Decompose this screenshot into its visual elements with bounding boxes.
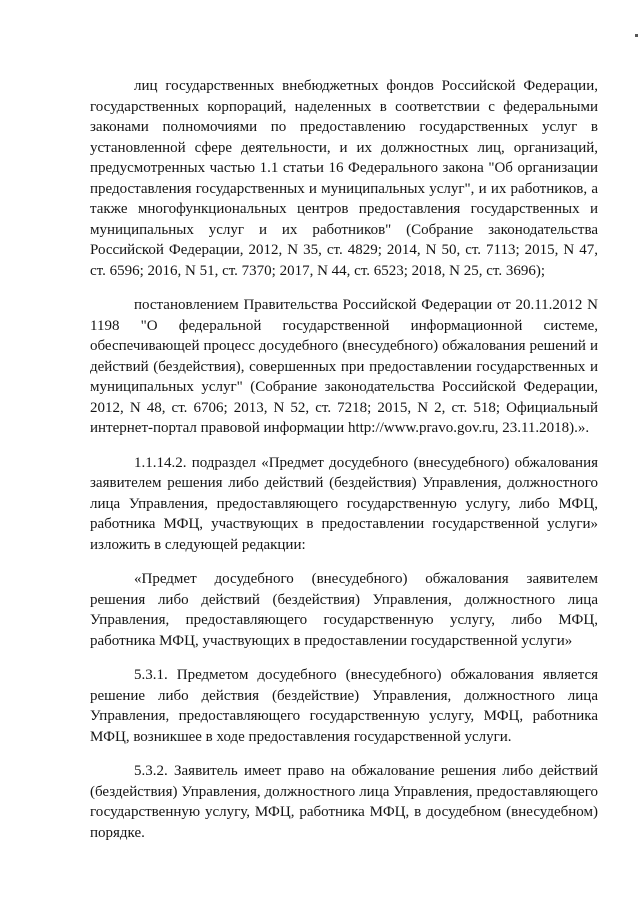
paragraph-clause-5-3-1: 5.3.1. Предметом досудебного (внесудебного) обжалования является решение либо действия (бездействие) Управления, должностного лица Управления, предоставляющего государственную услугу, МФЦ, работника МФЦ, возникшее в ходе предоставления государственной услуги. [90, 667, 598, 745]
paragraph-legal-reference-continuation: лиц государственных внебюджетных фондов Российской Федерации, государственных корпораций, наделенных в соответствии с федеральными законами полномочиями по предоставлению государственных услуг в установленной сфере деятельности, и их должностных лиц, организаций, предусмотренных частью 1.1 статьи 16 Федерального закона "Об организации предоставления государственных и муниципальных услуг", и их работников, а также многофункциональных центров предоставления государственных и муниципальных услуг и их работников" (Собрание законодательства Российской Федерации, 2012, N 35, ст. 4829; 2014, N 50, ст. 7113; 2015, N 47, ст. 6596; 2016, N 51, ст. 7370; 2017, N 44, ст. 6523; 2018, N 25, ст. 3696); [90, 78, 598, 279]
scan-edge-mark [635, 34, 638, 37]
document-body [90, 76, 598, 843]
paragraph-gap [90, 651, 598, 665]
paragraph-clause-5-3-2: 5.3.2. Заявитель имеет право на обжалование решения либо действий (бездействия) Управления, должностного лица Управления, предоставляющего государственную услугу, МФЦ, работника МФЦ, в досудебном (внесудебном) порядке. [90, 763, 598, 841]
paragraph-subsection-1-1-14-2: 1.1.14.2. подраздел «Предмет досудебного (внесудебного) обжалования заявителем решения либо действий (бездействия) Управления, должностного лица Управления, предоставляющего государственную услугу, либо МФЦ, работника МФЦ, участвующих в предоставлении государственной услуги» изложить в следующей редакции: [90, 454, 598, 553]
paragraph-gap [90, 281, 598, 295]
paragraph-gap [90, 555, 598, 569]
paragraph-subsection-title-quote: «Предмет досудебного (внесудебного) обжалования заявителем решения либо действий (бездействия) Управления, должностного лица Управления, предоставляющего государственную услугу, либо МФЦ, работника МФЦ, участвующих в предоставлении государственной услуги» [90, 571, 598, 649]
paragraph-gap [90, 439, 598, 453]
paragraph-gap [90, 747, 598, 761]
paragraph-government-resolution: постановлением Правительства Российской Федерации от 20.11.2012 N 1198 "О федеральной государственной информационной системе, обеспечивающей процесс досудебного (внесудебного) обжалования решений и действий (бездействия), совершенных при предоставлении государственных и муниципальных услуг" (Собрание законодательства Российской Федерации, 2012, N 48, ст. 6706; 2013, N 52, ст. 7218; 2015, N 2, ст. 518; Официальный интернет-портал правовой информации http://www.pravo.gov.ru, 23.11.2018).». [90, 297, 598, 436]
